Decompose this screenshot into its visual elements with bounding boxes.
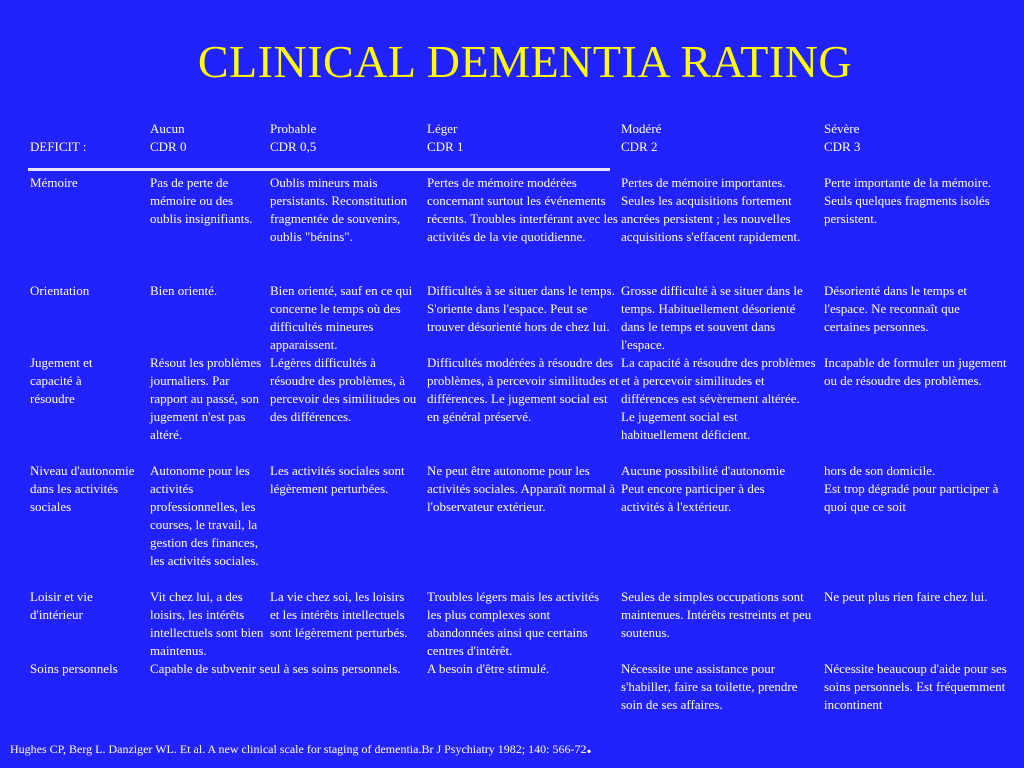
row-label-orientation: Orientation (30, 283, 90, 298)
row-label-memoire: Mémoire (30, 175, 78, 190)
cell-memoire-cdr0: Pas de perte de mémoire ou des oublis insignifiants. (150, 175, 253, 226)
column-header-cdr3: Sévère CDR 3 (824, 121, 861, 154)
column-header-cdr05: Probable CDR 0,5 (270, 121, 317, 154)
reference-footer (10, 736, 592, 758)
cell-autonomie-cdr3-extra: Est trop dégradé pour participer à quoi que ce soit (824, 481, 999, 514)
cell-memoire-cdr1: Pertes de mémoire modérées concernant surtout les événements récents. Troubles interférant avec les activités de la vie quotidienne. (427, 175, 618, 244)
cell-jugement-cdr05: Légères difficultés à résoudre des problèmes, à percevoir des similitudes ou des différences. (270, 355, 417, 424)
row-label-loisir: Loisir et vie d'intérieur (30, 589, 93, 622)
reference-text: Hughes CP, Berg L. Danziger WL. Et al. A new clinical scale for staging of dementia.Br J Psychiatry 1982; 140: 566-72 (10, 742, 587, 756)
column-header-cdr1: Léger CDR 1 (427, 121, 464, 154)
cell-autonomie-cdr2-extra: Peut encore participer à des activités à l'extérieur. (621, 481, 765, 514)
column-header-cdr2: Modéré CDR 2 (621, 121, 662, 154)
header-divider (28, 168, 610, 171)
cell-loisir-cdr05: La vie chez soi, les loisirs et les intérêts intellectuels sont légèrement perturbés. (270, 589, 408, 640)
row-label-soins: Soins personnels (30, 661, 118, 676)
cell-soins-cdr1: A besoin d'être stimulé. (427, 661, 550, 676)
cell-jugement-cdr3: Incapable de formuler un jugement ou de résoudre des problèmes. (824, 355, 1007, 388)
row-label-autonomie: Niveau d'autonomie dans les activités sociales (30, 463, 135, 514)
cell-orientation-cdr1: Difficultés à se situer dans le temps. S'oriente dans l'espace. Peut se trouver désorienté hors de chez lui. (427, 283, 615, 334)
cell-loisir-cdr1: Troubles légers mais les activités les plus complexes sont abandonnées ainsi que certains centres d'intérêt. (427, 589, 600, 658)
reference-dot: . (586, 736, 592, 758)
cell-loisir-cdr3: Ne peut plus rien faire chez lui. (824, 589, 988, 604)
cell-soins-cdr3: Nécessite beaucoup d'aide pour ses soins personnels. Est fréquemment incontinent (824, 661, 1007, 712)
cell-jugement-cdr2: La capacité à résoudre des problèmes et à percevoir similitudes et différences est sévèrement altérée. Le jugement social est habituellement déficient. (621, 355, 816, 442)
cell-memoire-cdr2: Pertes de mémoire importantes. Seules les acquisitions fortement ancrées persistent ; les nouvelles acquisitions s'effacent rapidement. (621, 175, 801, 244)
deficit-label: DEFICIT : (30, 139, 87, 154)
cell-soins-cdr2: Nécessite une assistance pour s'habiller, faire sa toilette, prendre soin de ses affaires. (621, 661, 798, 712)
slide-title: CLINICAL DEMENTIA RATING (197, 36, 853, 87)
cell-memoire-cdr3: Perte importante de la mémoire. Seuls quelques fragments isolés persistent. (824, 175, 992, 226)
cell-autonomie-cdr0: Autonome pour les activités professionnelles, les courses, le travail, la gestion des finances, les activités sociales. (150, 463, 259, 568)
column-header-cdr0: Aucun CDR 0 (150, 121, 187, 154)
cell-autonomie-cdr3: hors de son domicile. (824, 463, 936, 478)
cell-autonomie-cdr2: Aucune possibilité d'autonomie (621, 463, 786, 478)
row-label-jugement: Jugement et capacité à résoudre (30, 355, 93, 406)
cell-autonomie-cdr1: Ne peut être autonome pour les activités sociales. Apparaît normal à l'observateur extérieur. (427, 463, 616, 514)
cell-orientation-cdr05: Bien orienté, sauf en ce qui concerne le temps où des difficultés mineures apparaissent. (270, 283, 413, 352)
cell-loisir-cdr2: Seules de simples occupations sont maintenues. Intérêts restreints et peu soutenus. (621, 589, 812, 640)
cell-memoire-cdr05: Oublis mineurs mais persistants. Reconstitution fragmentée de souvenirs, oublis "bénins". (270, 175, 408, 244)
cell-orientation-cdr3: Désorienté dans le temps et l'espace. Ne reconnaît que certaines personnes. (824, 283, 967, 334)
cell-loisir-cdr0: Vit chez lui, a des loisirs, les intérêts intellectuels sont bien maintenus. (150, 589, 264, 658)
cell-soins-cdr0: Capable de subvenir seul à ses soins personnels. (150, 661, 401, 676)
cell-jugement-cdr0: Résout les problèmes journaliers. Par rapport au passé, son jugement n'est pas altéré. (150, 355, 262, 442)
cell-autonomie-cdr05: Les activités sociales sont légèrement perturbées. (270, 463, 405, 496)
cell-jugement-cdr1: Difficultés modérées à résoudre des problèmes, à percevoir similitudes et différences. Le jugement social est en général préservé. (427, 355, 619, 424)
cell-orientation-cdr2: Grosse difficulté à se situer dans le temps. Habituellement désorienté dans le temps et souvent dans l'espace. (621, 283, 803, 352)
deficit-header (30, 138, 86, 156)
cell-orientation-cdr0: Bien orienté. (150, 283, 218, 298)
